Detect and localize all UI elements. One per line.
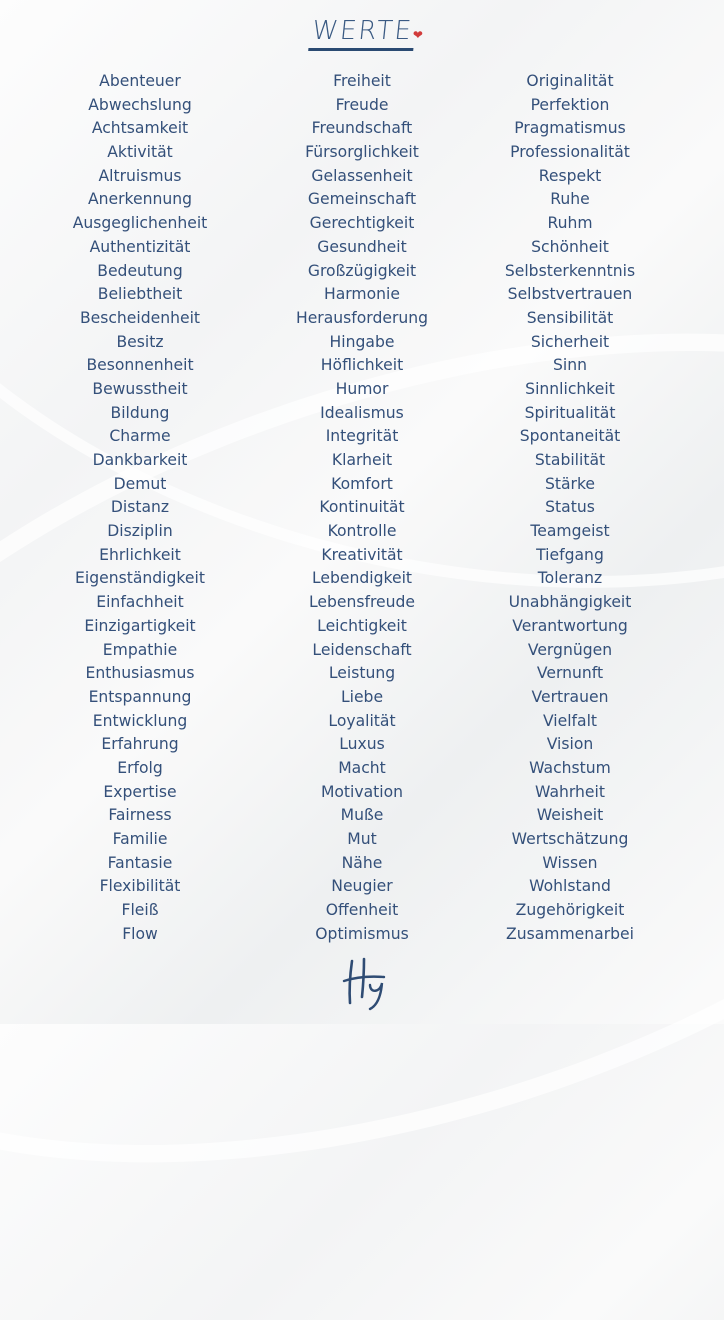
value-item: Unabhängigkeit [508, 593, 632, 612]
value-item: Distanz [110, 498, 170, 517]
value-item: Erfolg [117, 758, 163, 777]
value-item: Aktivität [107, 143, 173, 162]
value-item: Bildung [110, 403, 170, 422]
value-item: Komfort [331, 474, 393, 493]
value-item: Entspannung [88, 687, 192, 706]
value-item: Vielfalt [542, 711, 598, 730]
value-item: Sinnlichkeit [525, 379, 615, 398]
value-item: Respekt [538, 166, 602, 185]
value-item: Spontaneität [519, 427, 621, 446]
value-item: Nähe [341, 853, 383, 872]
value-item: Beliebtheit [97, 285, 183, 304]
value-item: Fürsorglichkeit [305, 143, 419, 162]
value-item: Charme [109, 427, 171, 446]
value-item: Status [545, 498, 595, 517]
value-item: Großzügigkeit [307, 261, 417, 280]
value-item: Zusammenarbei [506, 924, 634, 943]
value-item: Einfachheit [96, 593, 184, 612]
value-item: Optimismus [315, 924, 409, 943]
value-item: Sicherheit [530, 332, 610, 351]
value-item: Expertise [103, 782, 177, 801]
value-item: Vergnügen [527, 640, 613, 659]
value-item: Motivation [320, 782, 404, 801]
value-item: Freiheit [333, 72, 391, 90]
value-item: Kontinuität [319, 498, 405, 517]
value-item: Luxus [339, 735, 385, 754]
value-item: Schönheit [531, 237, 609, 256]
value-item: Harmonie [324, 285, 400, 304]
value-item: Integrität [325, 427, 399, 446]
value-item: Bescheidenheit [79, 308, 201, 327]
value-item: Perfektion [530, 95, 610, 114]
value-item: Selbstvertrauen [507, 285, 633, 304]
value-item: Besitz [116, 332, 164, 351]
title-text [308, 16, 425, 51]
value-item: Ruhm [547, 214, 593, 233]
value-item: Flow [122, 924, 158, 943]
value-item: Abwechslung [88, 95, 192, 114]
value-item: Hingabe [329, 332, 395, 351]
value-item: Ehrlichkeit [99, 545, 181, 564]
values-column-1 [25, 70, 255, 946]
value-item: Lebensfreude [308, 593, 416, 612]
value-item: Offenheit [325, 901, 399, 920]
value-item: Liebe [340, 687, 384, 706]
value-item: Flexibilität [99, 877, 181, 896]
value-item: Wertschätzung [511, 830, 629, 848]
value-item: Leistung [328, 664, 396, 683]
value-item: Stärke [544, 474, 596, 493]
value-item: Sinn [553, 356, 587, 375]
value-item: Fleiß [121, 901, 159, 920]
value-item: Klarheit [331, 451, 393, 469]
value-item: Kreativität [321, 545, 403, 564]
value-item: Gesundheit [317, 237, 407, 256]
value-item: Eigenständigkeit [75, 569, 205, 588]
value-item: Tiefgang [536, 545, 604, 564]
value-item: Lebendigkeit [311, 569, 413, 588]
value-item: Pragmatismus [514, 119, 626, 138]
value-item: Zugehörigkeit [515, 901, 625, 920]
value-item: Weisheit [536, 806, 604, 825]
title-label: WERTE [310, 16, 415, 46]
value-item: Muße [340, 806, 384, 825]
value-item: Erfahrung [101, 735, 179, 754]
value-item: Verantwortung [512, 616, 628, 635]
value-item: Wissen [542, 853, 598, 872]
value-item: Gemeinschaft [307, 190, 417, 209]
heart-icon: ❤ [412, 28, 425, 42]
value-item: Originalität [526, 72, 614, 90]
value-item: Enthusiasmus [85, 664, 195, 683]
value-item: Dankbarkeit [92, 451, 188, 469]
value-item: Achtsamkeit [91, 119, 189, 138]
value-item: Wohlstand [529, 877, 611, 896]
value-item: Bedeutung [97, 261, 183, 280]
value-item: Bewusstheit [92, 379, 188, 398]
value-item: Gelassenheit [311, 166, 413, 185]
value-item: Vertrauen [531, 687, 609, 706]
value-item: Authentizität [89, 237, 191, 256]
value-item: Toleranz [537, 569, 603, 588]
value-item: Teamgeist [530, 522, 610, 541]
value-item: Abenteuer [99, 72, 181, 90]
value-item: Sensibilität [526, 308, 614, 327]
page-title [0, 16, 724, 51]
value-item: Freude [335, 95, 389, 114]
value-item: Altruismus [98, 166, 182, 185]
value-item: Anerkennung [87, 190, 193, 209]
value-item: Professionalität [510, 143, 630, 162]
value-item: Besonnenheit [86, 356, 194, 375]
value-item: Vision [546, 735, 594, 754]
values-column-3 [455, 70, 685, 946]
value-item: Kontrolle [327, 522, 397, 541]
value-item: Neugier [331, 877, 393, 896]
value-item: Wachstum [529, 758, 611, 777]
value-item: Herausforderung [295, 308, 429, 327]
value-item: Fairness [108, 806, 172, 825]
value-item: Humor [335, 379, 389, 398]
value-item: Loyalität [328, 711, 396, 730]
value-item: Empathie [102, 640, 178, 659]
value-item: Demut [113, 474, 167, 493]
value-item: Macht [338, 758, 386, 777]
value-item: Wahrheit [535, 782, 605, 801]
value-item: Ausgeglichenheit [72, 214, 208, 233]
value-item: Mut [347, 830, 377, 848]
value-item: Idealismus [320, 403, 404, 422]
value-item: Höflichkeit [320, 356, 404, 375]
value-item: Familie [112, 830, 168, 848]
value-item: Entwicklung [92, 711, 188, 730]
value-item: Stabilität [534, 451, 606, 469]
value-item: Leichtigkeit [317, 616, 407, 635]
value-item: Selbsterkenntnis [504, 261, 636, 280]
signature-logo-icon [340, 955, 388, 1011]
value-item: Spiritualität [524, 403, 616, 422]
value-item: Disziplin [107, 522, 173, 541]
value-item: Vernunft [536, 664, 604, 683]
value-item: Einzigartigkeit [84, 616, 196, 635]
value-item: Gerechtigkeit [309, 214, 415, 233]
value-item: Fantasie [107, 853, 173, 872]
value-item: Ruhe [550, 190, 590, 209]
values-column-2 [247, 70, 477, 946]
value-item: Freundschaft [311, 119, 413, 138]
value-item: Leidenschaft [312, 640, 412, 659]
